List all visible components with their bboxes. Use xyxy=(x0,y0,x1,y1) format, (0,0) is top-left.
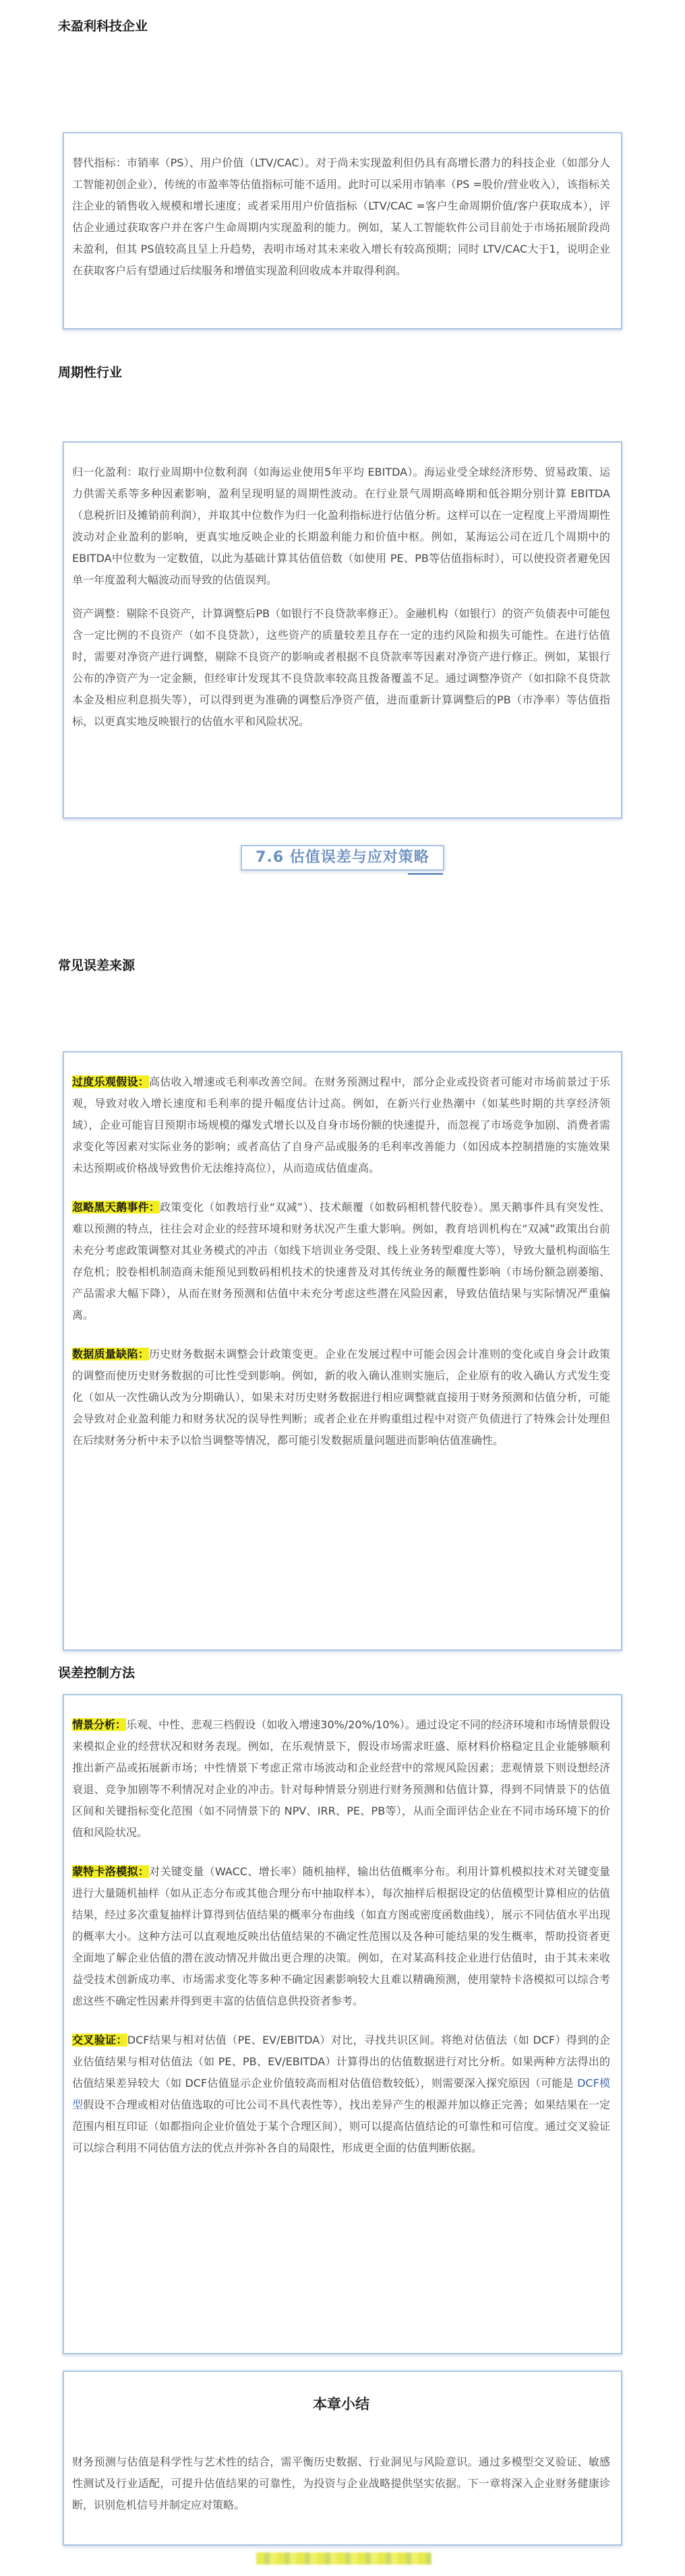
error-label: 忽略黑天鹅事件： xyxy=(72,1201,160,1214)
section-heading-errors: 常见误差来源 xyxy=(58,958,136,973)
control-text-before: DCF结果与相对估值（PE、EV/EBITDA）对比，寻找共识区间。将绝对估值法（如 DCF）得到的企业估值结果与相对估值法（如 PE、PB、EV/EBITDA）计算得出的估值数据进行对比分析。如果两种方法得出的估值结果差异较大（如 DCF估值显示企业价值较高而相对估值倍数较低），则需要深入探究原因（可能是 xyxy=(72,2034,610,2090)
errors-box xyxy=(63,1051,622,1651)
error-label: 过度乐观假设： xyxy=(72,1075,150,1088)
control-item xyxy=(72,2030,610,2159)
error-label: 数据质量缺陷： xyxy=(72,1348,150,1360)
control-label: 情景分析： xyxy=(72,1718,127,1731)
error-text: 历史财务数据未调整会计政策变更。企业在发展过程中可能会因会计准则的变化或自身会计政策的调整而使历史财务数据的可比性受到影响。例如，新的收入确认准则实施后，企业原有的收入确认方式发生变化（如从一次性确认改为分期确认），如果未对历史财务数据进行相应调整就直接用于财务预测和估值分析，可能会导致对企业盈利能力和财务状况的误导性判断；或者企业在并购重组过程中对资产负债进行了特殊会计处理但在后续财务分析中未予以恰当调整等情况，都可能引发数据质量问题进而影响估值准确性。 xyxy=(72,1348,610,1447)
control-box xyxy=(63,1694,622,2354)
control-text: 对关键变量（WACC、增长率）随机抽样，输出估值概率分布。利用计算机模拟技术对关键变量进行大量随机抽样（如从正态分布或其他合理分布中抽取样本），每次抽样后根据设定的估值模型计算相应的估值结果，经过多次重复抽样计算得到估值结果的概率分布曲线（如直方图或密度函数曲线），展示不同估值水平出现的概率大小。这种方法可以直观地反映出估值结果的不确定性范围以及各种可能结果的发生概率，帮助投资者更全面地了解企业估值的潜在波动情况并做出更合理的决策。例如，在对某高科技企业进行估值时，由于其未来收益受技术创新成功率、市场需求变化等多种不确定因素影响较大且难以精确预测，使用蒙特卡洛模拟可以综合考虑这些不确定性因素并得到更丰富的估值信息供投资者参考。 xyxy=(72,1865,610,2007)
control-item xyxy=(72,1714,610,1844)
cyclical-paragraph-asset-adjust: 资产调整：剔除不良资产，计算调整后PB（如银行不良贷款率修正）。金融机构（如银行）的资产负债表中可能包含一定比例的不良资产（如不良贷款），这些资产的质量较差且存在一定的违约风险和损失可能性。在进行估值时，需要对净资产进行调整，剔除不良资产的影响或者根据不良贷款率等因素对净资产进行修正。例如，某银行公布的净资产为一定金额，但经审计发现其不良贷款率较高且拨备覆盖不足。通过调整净资产（如扣除不良贷款本金及相应利息损失等），可以得到更为准确的调整后净资产值，进而重新计算调整后的PB（市净率）等估值指标，以更真实地反映银行的估值水平和风险状况。 xyxy=(72,607,610,728)
cyclical-box xyxy=(63,441,622,819)
chapter-title-text: 7.6 估值误差与应对策略 xyxy=(256,849,429,866)
error-item xyxy=(72,1344,610,1451)
control-label: 交叉验证： xyxy=(72,2034,127,2046)
nonprofit-box xyxy=(63,132,622,329)
control-text: 乐观、中性、悲观三档假设（如收入增速30%/20%/10%）。通过设定不同的经济环境和市场情景假设来模拟企业的经营状况和财务表现。例如，在乐观情景下，假设市场需求旺盛、原材料价格稳定且企业能够顺利推出新产品或拓展新市场；中性情景下考虑正常市场波动和企业经营中的常规风险因素；悲观情景下则设想经济衰退、竞争加剧等不利情况对企业的冲击。针对每种情景分别进行财务预测和估值计算，得到不同情景下的估值区间和关键指标变化范围（如不同情景下的 NPV、IRR、PE、PB等），从而全面评估企业在不同市场环境下的价值和风险状况。 xyxy=(72,1718,610,1839)
chapter-title-underline xyxy=(408,873,443,875)
error-text: 政策变化（如教培行业“双减”）、技术颠覆（如数码相机替代胶卷）。黑天鹅事件具有突发性、难以预测的特点，往往会对企业的经营环境和财务状况产生重大影响。例如，教育培训机构在“双减”政策出台前未充分考虑政策调整对其业务模式的冲击（如线下培训业务受限、线上业务转型难度大等），导致大量机构面临生存危机；胶卷相机制造商未能预见到数码相机技术的快速普及对其传统业务的颠覆性影响（市场份额急剧萎缩、产品需求大幅下降），从而在财务预测和估值中未充分考虑这些潜在风险因素，导致估值结果与实际情况严重偏离。 xyxy=(72,1201,610,1321)
control-label: 蒙特卡洛模拟： xyxy=(72,1865,150,1878)
cyclical-paragraph-normalized: 归一化盈利：取行业周期中位数利润（如海运业使用5年平均 EBITDA）。海运业受全球经济形势、贸易政策、运力供需关系等多种因素影响，盈利呈现明显的周期性波动。在行业景气周期高峰期和低谷期分别计算 EBITDA（息税折旧及摊销前利润），并取其中位数作为归一化盈利指标进行估值分析。这样可以在一定程度上平滑周期性波动对企业盈利的影响，更真实地反映企业的长期盈利能力和价值中枢。例如，某海运公司在近几个周期中的 EBITDA中位数为一定数值，以此为基础计算其估值倍数（如使用 PE、PB等估值指标时），可以使投资者避免因单一年度盈利大幅波动而导致的估值误判。 xyxy=(72,466,610,586)
error-item xyxy=(72,1071,610,1179)
summary-title: 本章小结 xyxy=(313,2396,369,2412)
summary-text: 财务预测与估值是科学性与艺术性的结合，需平衡历史数据、行业洞见与风险意识。通过多模型交叉验证、敏感性测试及行业适配，可提升估值结果的可靠性，为投资与企业战略提供坚实依据。下一章将深入企业财务健康诊断，识别危机信号并制定应对策略。 xyxy=(72,2455,610,2511)
blurred-footer-bar xyxy=(256,2552,431,2565)
section-heading-control: 误差控制方法 xyxy=(58,1666,136,1680)
chapter-title xyxy=(241,845,444,871)
section-heading-nonprofit: 未盈利科技企业 xyxy=(58,19,148,34)
control-text-after: 假设不合理或相对估值选取的可比公司不具代表性等），找出差异产生的根源并加以修正完善；如果结果在一定范围内相互印证（如都指向企业价值处于某个合理区间），则可以提高估值结论的可靠性和可信度。通过交叉验证可以综合利用不同估值方法的优点并弥补各自的局限性，形成更全面的估值判断依据。 xyxy=(72,2098,610,2154)
dcf-model-link[interactable]: DCF模型 xyxy=(72,2077,610,2111)
error-text: 高估收入增速或毛利率改善空间。在财务预测过程中，部分企业或投资者可能对市场前景过于乐观，导致对收入增长速度和毛利率的提升幅度估计过高。例如，在新兴行业热潮中（如某些时期的共享经济领域），企业可能盲目预期市场规模的爆发式增长以及自身市场份额的快速提升，而忽视了市场竞争加剧、消费者需求变化等因素对实际业务的影响；或者高估了自身产品或服务的毛利率改善能力（如因成本控制措施的实施效果未达预期或价格战导致售价无法维持高位），从而造成估值虚高。 xyxy=(72,1075,610,1174)
control-item xyxy=(72,1861,610,2012)
summary-box xyxy=(63,2370,622,2546)
nonprofit-text: 替代指标：市销率（PS）、用户价值（LTV/CAC）。对于尚未实现盈利但仍具有高增长潜力的科技企业（如部分人工智能初创企业），传统的市盈率等估值指标可能不适用。此时可以采用市销率（PS =股价/营业收入），该指标关注企业的销售收入规模和增长速度；或者采用用户价值指标（LTV/CAC =客户生命周期价值/客户获取成本），评估企业通过获取客户并在客户生命周期内实现盈利的能力。例如，某人工智能软件公司目前处于市场拓展阶段尚未盈利，但其 PS值较高且呈上升趋势，表明市场对其未来收入增长有较高预期；同时 LTV/CAC大于1，说明企业在获取客户后有望通过后续服务和增值实现盈利回收成本并取得利润。 xyxy=(72,156,610,277)
error-item xyxy=(72,1197,610,1326)
section-heading-cyclical: 周期性行业 xyxy=(58,365,123,380)
